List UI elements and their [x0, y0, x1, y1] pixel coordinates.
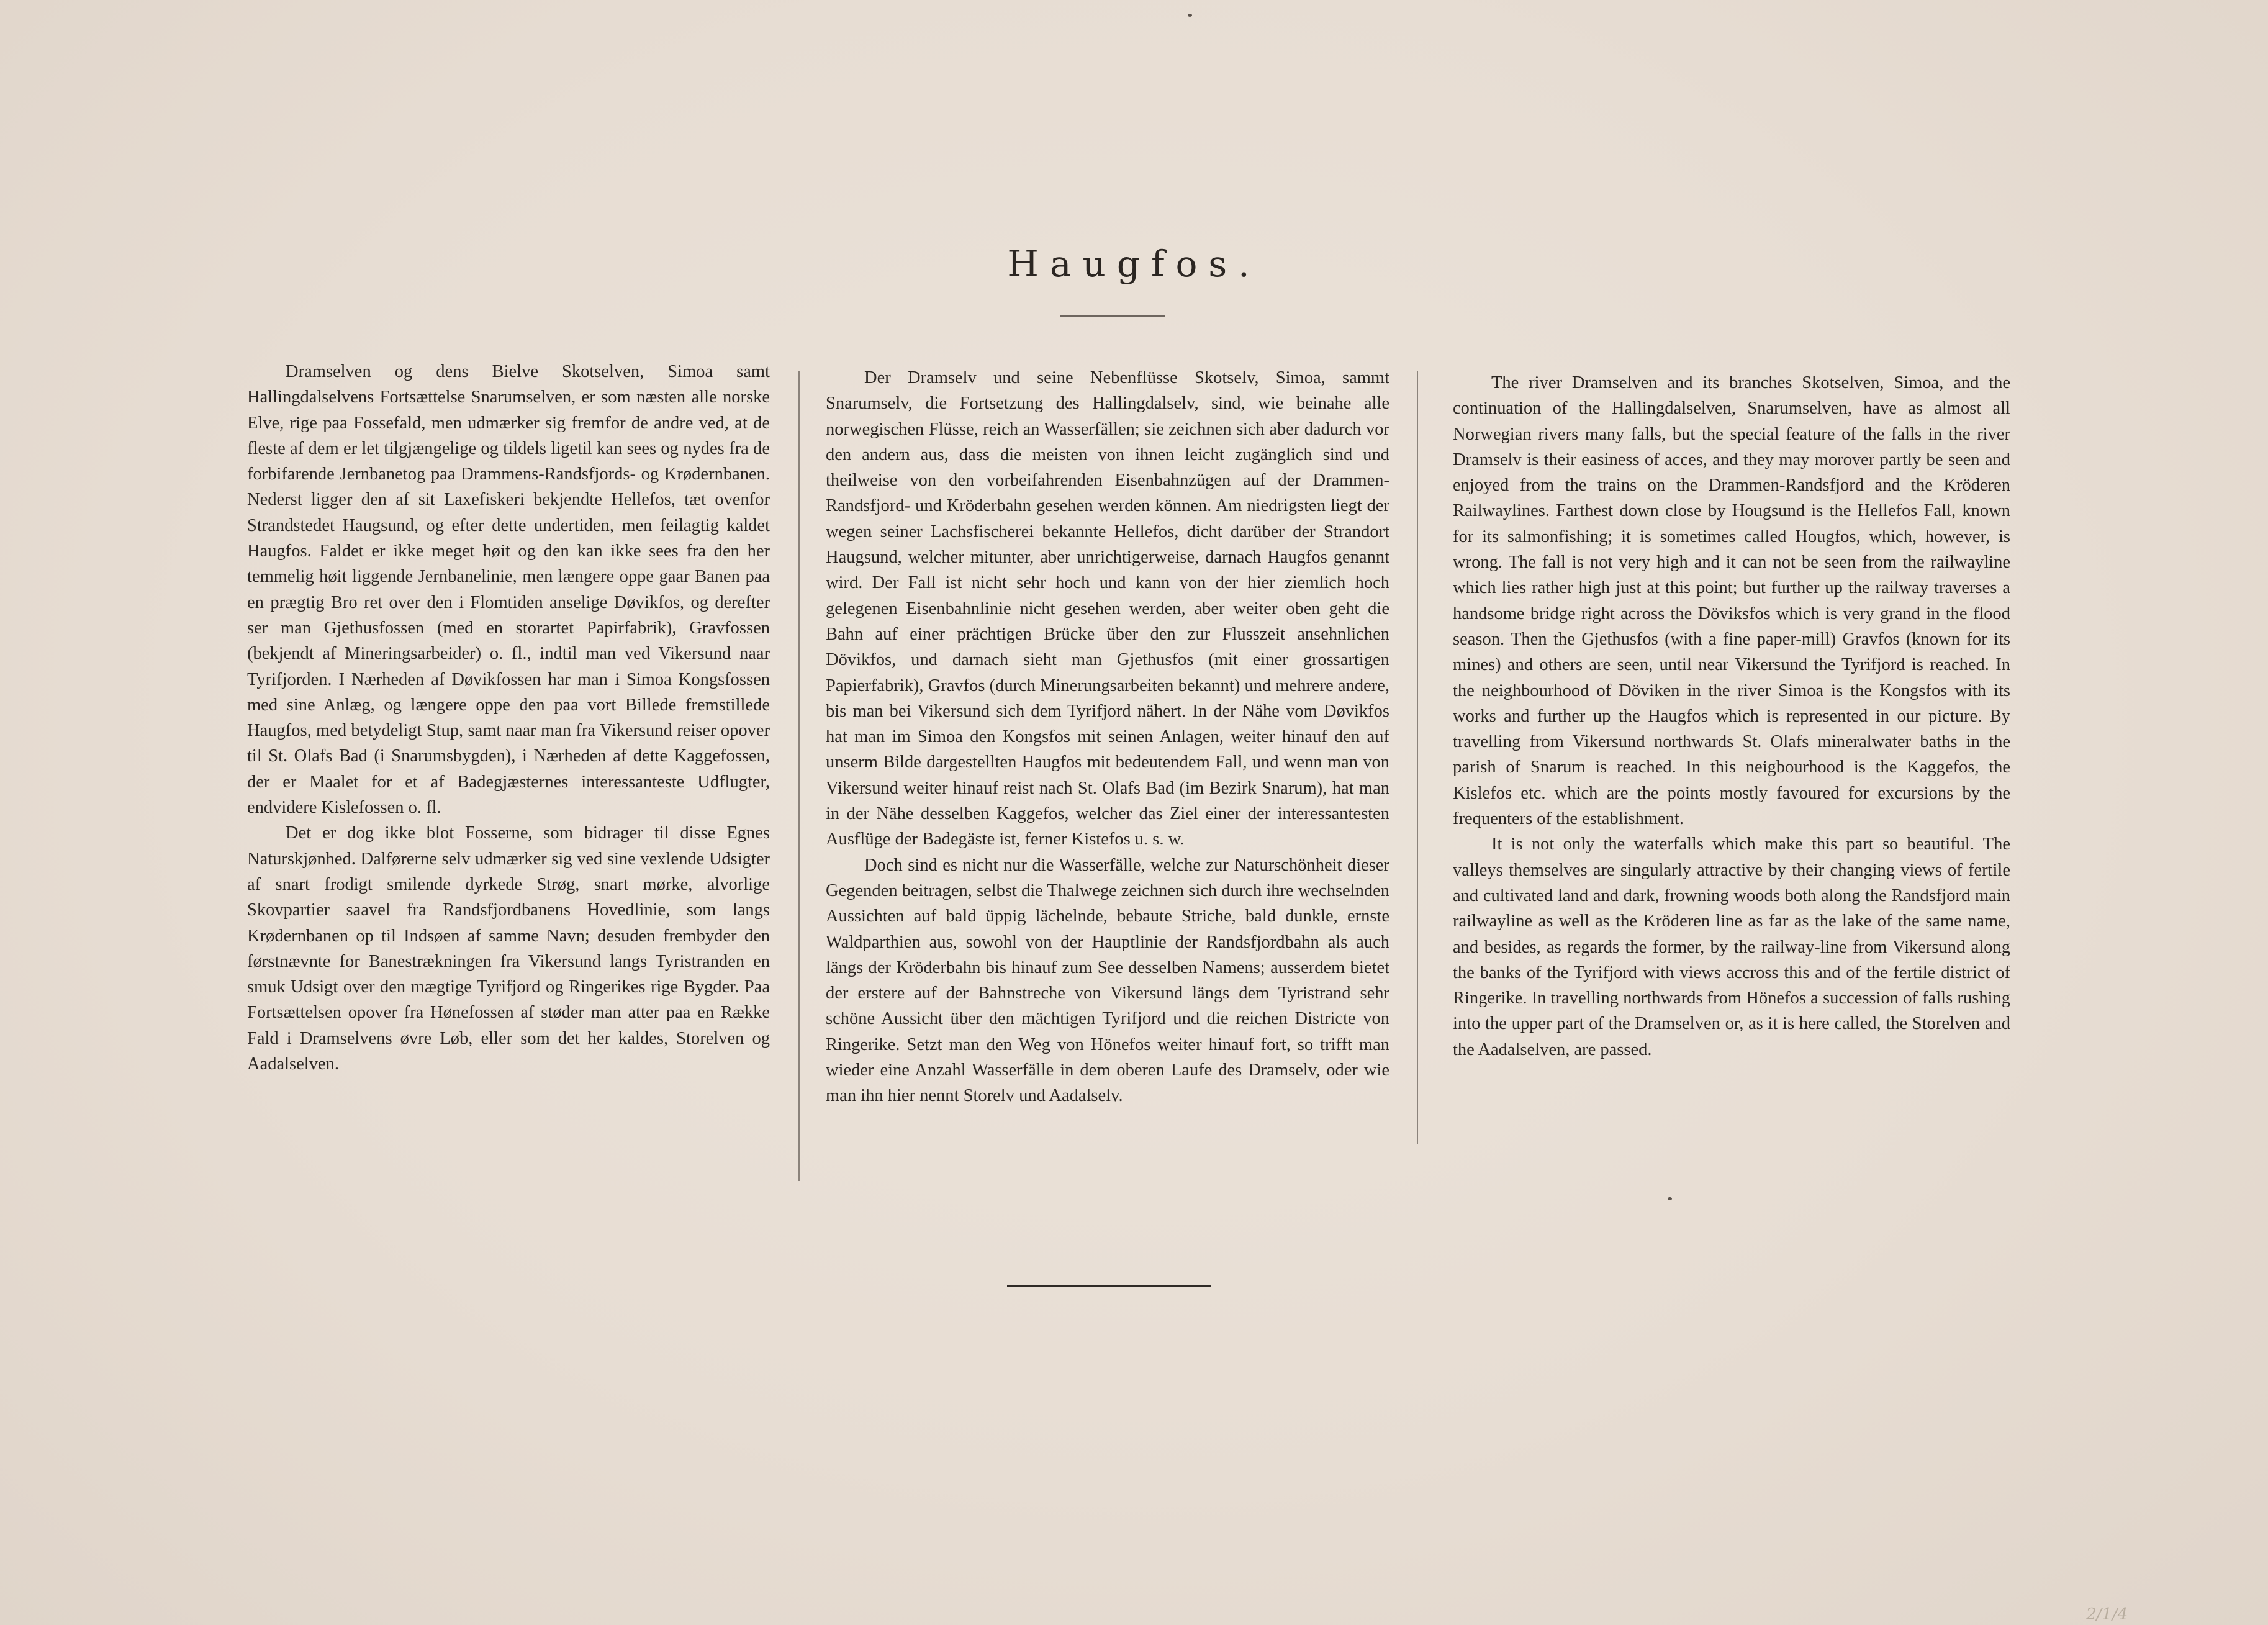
bottom-divider — [1007, 1285, 1211, 1287]
paper-speck — [1668, 1197, 1672, 1200]
german-column — [826, 365, 1389, 1109]
title-divider — [1060, 315, 1165, 317]
page-title: Haugfos. — [1007, 242, 1261, 285]
paper-speck — [1188, 14, 1192, 17]
page-mark: 2/1/4 — [2086, 1605, 2128, 1624]
column-divider-right — [1417, 371, 1418, 1144]
norwegian-paragraph-1: Dramselven og dens Bielve Skotselven, Simoa samt Hallingdalselvens Fortsættelse Snarumselven, er som næsten alle norske Elve, rige paa Fossefald, men udmærker sig fremfor de andre ved, at de fleste af dem er let tilgjængelige og tildels ligetil kan sees og nydes fra de forbifarende Jernbanetog paa Drammens-Randsfjords- og Krødernbanen. Nederst ligger den af sit Laxefiskeri bekjendte Hellefos, tæt ovenfor Strandstedet Haugsund, og efter dette undertiden, men feilagtig kaldet Haugfos. Faldet er ikke meget høit og den kan ikke sees fra den her temmelig høit liggende Jernbanelinie, men længere oppe gaar Banen paa en prægtig Bro ret over den i Flomtiden anselige Døvikfos, og derefter ser man Gjethusfossen (med en storartet Papirfabrik), Gravfossen (bekjendt af Mineringsarbeider) o. fl., indtil man ved Vikersund naar Tyrifjorden. I Nærheden af Døvikfossen har man i Simoa Kongsfossen med sine Anlæg, og længere oppe den paa vort Billede fremstillede Haugfos, med betydeligt Stup, samt naar man fra Vikersund reiser opover til St. Olafs Bad (i Snarumsbygden), i Nærheden af dette Kaggefossen, der er Maalet for et af Badegjæsternes interessanteste Udflugter, endvidere Kislefossen o. fl. — [247, 362, 770, 818]
german-paragraph-1: Der Dramselv und seine Nebenflüsse Skotselv, Simoa, sammt Snarumselv, die Fortsetzung des Hallingdalselv, sind, wie beinahe alle norwegischen Flüsse, reich an Wasserfällen; sie zeichnen sich aber dadurch vor den andern aus, dass die meisten von ihnen leicht zugänglich sind und theilweise von den vorbeifahrenden Eisenbahnzügen auf der Drammen-Randsfjord- und Kröderbahn gesehen werden können. Am niedrigsten liegt der wegen seiner Lachsfischerei bekannte Hellefos, dicht darüber der Strandort Haugsund, welcher mitunter, aber unrichtigerweise, darnach Haugfos genannt wird. Der Fall ist nicht sehr hoch und kann von der hier ziemlich hoch gelegenen Eisenbahnlinie nicht gesehen werden, aber weiter oben geht die Bahn auf einer prächtigen Brücke über den zur Flusszeit ansehnlichen Dövikfos, und darnach sieht man Gjethusfos (mit einer grossartigen Papierfabrik), Gravfos (durch Minerungsarbeiten bekannt) und mehrere andere, bis man bei Vikersund sich dem Tyrifjord nähert. In der Nähe vom Døvikfos hat man im Simoa den Kongsfos mit seinen Anlagen, weiter hinauf den auf unserm Bilde dargestellten Haugfos mit bedeutendem Fall, und wenn man von Vikersund weiter hinauf reist nach St. Olafs Bad (im Bezirk Snarum), hat man in der Nähe desselben Kaggefos, welcher das Ziel einer der interessantesten Ausflüge der Badegäste ist, ferner Kistefos u. s. w. — [826, 368, 1389, 849]
english-column — [1453, 370, 2010, 1062]
norwegian-column — [247, 359, 770, 1077]
column-divider-left — [798, 371, 800, 1181]
norwegian-paragraph-2: Det er dog ikke blot Fosserne, som bidrager til disse Egnes Naturskjønhed. Dalførerne selv udmærker sig ved sine vexlende Udsigter af snart frodigt smilende dyrkede Strøg, snart mørke, alvorlige Skovpartier saavel fra Randsfjordbanens Hovedlinie, som langs Krødernbanen op til Indsøen af samme Navn; desuden frembyder den førstnævnte for Banestrækningen fra Vikersund langs Tyristranden en smuk Udsigt over den mægtige Tyrifjord og Ringerikes rige Bygder. Paa Fortsættelsen opover fra Hønefossen af støder man atter paa en Række Fald i Dramselvens øvre Løb, eller som det her kaldes, Storelven og Aadalselven. — [247, 823, 770, 1074]
german-paragraph-2: Doch sind es nicht nur die Wasserfälle, welche zur Naturschönheit dieser Gegenden beitragen, selbst die Thalwege zeichnen sich durch ihre wechselnden Aussichten auf bald üppig lächelnde, bebaute Striche, bald dunkle, ernste Waldparthien aus, sowohl von der Hauptlinie der Randsfjordbahn als auch längs der Kröderbahn bis hinauf zum See desselben Namens; ausserdem bietet der erstere auf der Bahnstreche von Vikersund längs dem Tyristrand sehr schöne Aussicht über den mächtigen Tyrifjord und die reichen Districte von Ringerike. Setzt man den Weg von Hönefos weiter hinauf fort, so trifft man wieder eine Anzahl Wasserfälle in dem oberen Laufe des Dramselv, oder wie man ihn hier nennt Storelv und Aadalselv. — [826, 855, 1389, 1106]
english-paragraph-1: The river Dramselven and its branches Skotselven, Simoa, and the continuation of the Hallingdalselven, Snarumselven, have as almost all Norwegian rivers many falls, but the special feature of the falls in the river Dramselv is their easiness of acces, and they may morover partly be seen and enjoyed from the trains on the Drammen-Randsfjord and the Kröderen Railwaylines. Farthest down close by Hougsund is the Hellefos Fall, known for its salmonfishing; it is sometimes called Hougfos, which, however, is wrong. The fall is not very high and it can not be seen from the railwayline which lies rather high just at this point; but further up the railway traverses a handsome bridge right across the Döviksfos which is very grand in the flood season. Then the Gjethusfos (with a fine paper-mill) Gravfos (known for its mines) and others are seen, until near Vikersund the Tyrifjord is reached. In the neighbourhood of Döviken in the river Simoa is the Kongsfos with its works and further up the Haugfos which is represented in our picture. By travelling from Vikersund northwards St. Olafs mineralwater baths in the parish of Snarum is reached. In this neigbourhood is the Kaggefos, the Kislefos etc. which are the points mostly favoured for excursions by the frequenters of the establishment. — [1453, 373, 2010, 829]
english-paragraph-2: It is not only the waterfalls which make this part so beautiful. The valleys themselves are singularly attractive by their changing views of fertile and cultivated land and dark, frowning woods both along the Randsfjord main railwayline as well as the Kröderen line as far as the lake of the same name, and besides, as regards the former, by the railway-line from Vikersund along the banks of the Tyrifjord with views accross this and of the fertile district of Ringerike. In travelling northwards from Hönefos a succession of falls rushing into the upper part of the Dramselven or, as it is here called, the Storelven and the Aadalselven, are passed. — [1453, 835, 2010, 1059]
